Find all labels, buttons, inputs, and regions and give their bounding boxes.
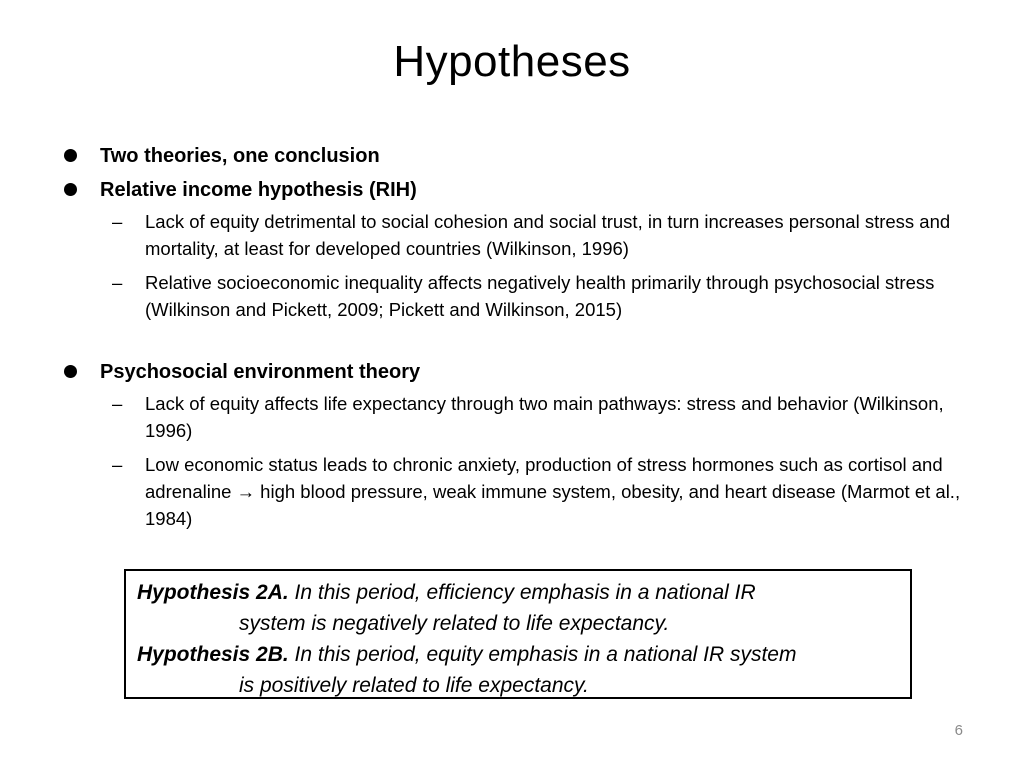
- page-number: 6: [954, 722, 963, 739]
- dash-icon: –: [112, 211, 123, 232]
- hypothesis-2a-text: In this period, efficiency emphasis in a national IR: [288, 581, 756, 604]
- hypothesis-2a-continuation: system is negatively related to life expectancy.: [239, 612, 670, 635]
- hypothesis-2b-text: In this period, equity emphasis in a national IR system: [288, 643, 797, 666]
- sub-bullet-text: Low economic status leads to chronic anxiety, production of stress hormones such as cortisol and adrenaline → high blood pressure, weak immune system, obesity, and heart disease (Marmot et al., 1984): [145, 454, 961, 529]
- hypotheses-box: [124, 569, 912, 699]
- bullet-text: Relative income hypothesis (RIH): [100, 179, 417, 201]
- hypothesis-2b-continuation: is positively related to life expectancy.: [239, 674, 589, 697]
- spacer: [60, 330, 990, 356]
- sub-bullet-item: [60, 390, 990, 444]
- dash-icon: –: [112, 272, 123, 293]
- sub-bullet-item: [60, 269, 990, 323]
- hypothesis-2a-label: Hypothesis 2A.: [137, 581, 289, 604]
- sub-bullet-item: [60, 451, 990, 532]
- bullet-dot-icon: [64, 365, 77, 378]
- hypothesis-2b-line: [137, 639, 900, 670]
- hypothesis-2b-label: Hypothesis 2B.: [137, 643, 289, 666]
- bullet-list: [60, 140, 990, 539]
- slide-title: Hypotheses: [393, 37, 631, 86]
- bullet-text: Psychosocial environment theory: [100, 361, 421, 383]
- bullet-item: [60, 356, 990, 390]
- bullet-item: [60, 140, 990, 174]
- sub-bullet-text: Lack of equity detrimental to social cohesion and social trust, in turn increases personal stress and mortality, at least for developed countries (Wilkinson, 1996): [145, 211, 951, 259]
- bullet-dot-icon: [64, 183, 77, 196]
- hypothesis-2a-line: [137, 577, 900, 608]
- bullet-dot-icon: [64, 149, 77, 162]
- sub-bullet-item: [60, 208, 990, 262]
- bullet-text: Two theories, one conclusion: [100, 145, 380, 167]
- dash-icon: –: [112, 393, 123, 414]
- sub-bullet-text: Lack of equity affects life expectancy through two main pathways: stress and behavior (Wilkinson, 1996): [145, 393, 944, 441]
- sub-bullet-text: Relative socioeconomic inequality affects negatively health primarily through psychosocial stress (Wilkinson and Pickett, 2009; Pickett and Wilkinson, 2015): [145, 272, 935, 320]
- bullet-item: [60, 174, 990, 208]
- dash-icon: –: [112, 454, 123, 475]
